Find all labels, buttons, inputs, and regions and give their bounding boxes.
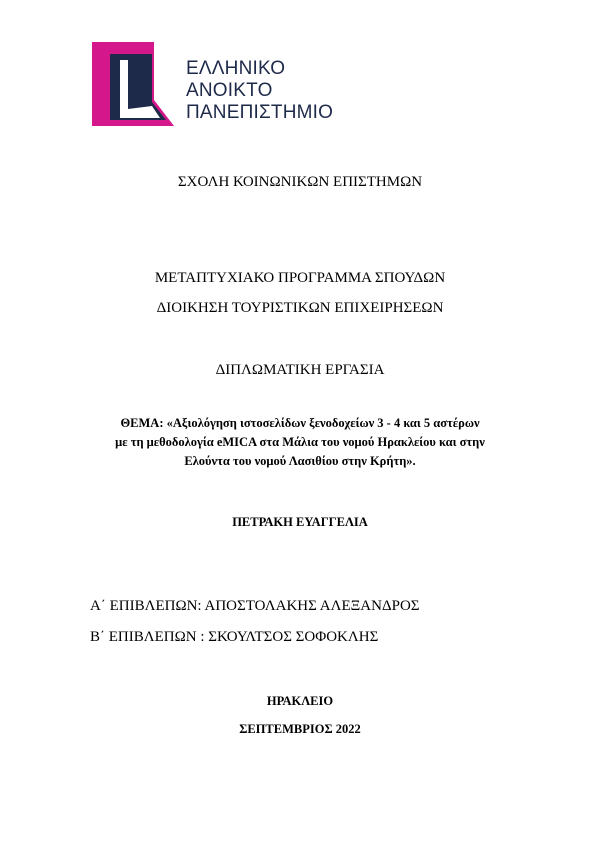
place: ΗΡΑΚΛΕΙΟ bbox=[266, 694, 334, 708]
university-logo bbox=[90, 40, 350, 130]
logo-text-line-3: ΠΑΝΕΠΙΣΤΗΜΙΟ bbox=[186, 102, 334, 123]
logo-text-line-1: ΕΛΛΗΝΙΚΟ bbox=[186, 58, 286, 79]
subject-line-2: με τη μεθοδολογία eMICA στα Μάλια του νομού Ηρακλείου και στην bbox=[115, 435, 485, 449]
first-supervisor: Α΄ ΕΠΙΒΛΕΠΩΝ: ΑΠΟΣΤΟΛΑΚΗΣ ΑΛΕΞΑΝΔΡΟΣ bbox=[90, 598, 420, 614]
subject-line-3: Ελούντα του νομού Λασιθίου στην Κρήτη». bbox=[184, 454, 416, 468]
logo-mark-icon bbox=[90, 40, 176, 128]
subject-line-1: ΘΕΜΑ: «Αξιολόγηση ιστοσελίδων ξενοδοχείων 3 - 4 και 5 αστέρων bbox=[120, 416, 480, 430]
second-supervisor: Β΄ ΕΠΙΒΛΕΠΩΝ : ΣΚΟΥΛΤΣΟΣ ΣΟΦΟΚΛΗΣ bbox=[90, 629, 379, 645]
program-line-1: ΜΕΤΑΠΤΥΧΙΑΚΟ ΠΡΟΓΡΑΜΜΑ ΣΠΟΥΔΩΝ bbox=[154, 270, 446, 286]
program-line-2: ΔΙΟΙΚΗΣΗ ΤΟΥΡΙΣΤΙΚΩΝ ΕΠΙΧΕΙΡΗΣΕΩΝ bbox=[156, 300, 444, 316]
date: ΣΕΠΤΕΜΒΡΙΟΣ 2022 bbox=[239, 722, 361, 736]
logo-text-line-2: ΑΝΟΙΚΤΟ bbox=[186, 80, 273, 101]
school-name: ΣΧΟΛΗ ΚΟΙΝΩΝΙΚΩΝ ΕΠΙΣΤΗΜΩΝ bbox=[177, 174, 423, 190]
author-name: ΠΕΤΡΑΚΗ ΕΥΑΓΓΕΛΙΑ bbox=[232, 515, 368, 529]
thesis-type: ΔΙΠΛΩΜΑΤΙΚΗ ΕΡΓΑΣΙΑ bbox=[215, 362, 385, 378]
